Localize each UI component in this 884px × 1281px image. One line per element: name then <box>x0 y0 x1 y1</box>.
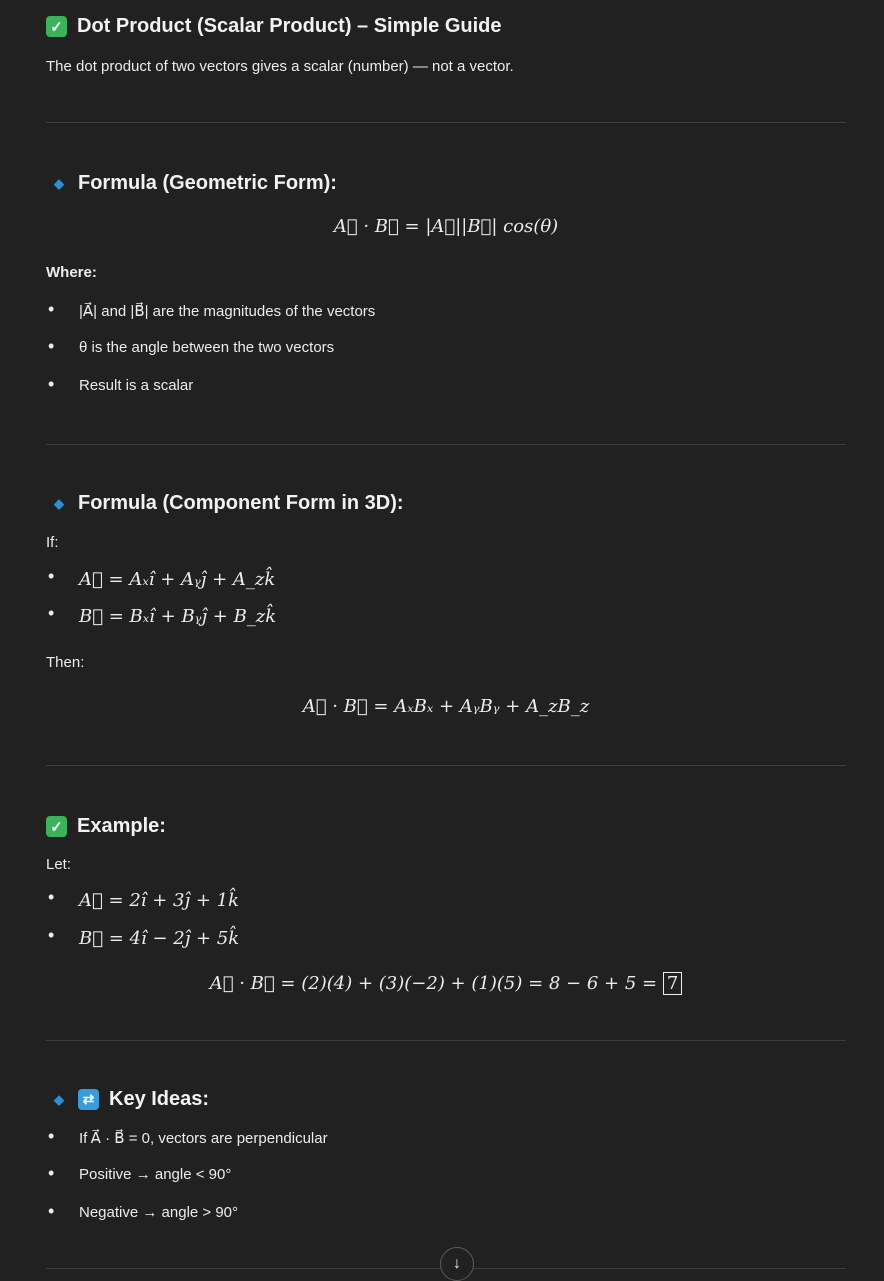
divider <box>46 1040 846 1041</box>
intro-text: The dot product of two vectors gives a scalar (number) — not a vector. <box>46 58 514 75</box>
example-heading-text: Example: <box>77 815 166 837</box>
scroll-down-button[interactable] <box>440 1247 474 1281</box>
list-item: • A⃗ = Aₓî + Aᵧĵ + A_zk̂ <box>46 569 275 590</box>
boxed-result: 7 <box>663 972 682 995</box>
list-item: • Negative → angle > 90° <box>46 1204 238 1221</box>
title-text: Dot Product (Scalar Product) – Simple Guide <box>77 15 502 37</box>
example-heading <box>46 815 166 838</box>
where-label: Where: <box>46 264 97 281</box>
let-label: Let: <box>46 856 72 873</box>
example-formula-text: A⃗ · B⃗ = (2)(4) + (3)(−2) + (1)(5) = 8 − 6 + 5 = <box>209 973 658 994</box>
arrow-down-icon: ↓ <box>453 1255 461 1272</box>
geometric-heading-text: Formula (Geometric Form): <box>78 172 337 194</box>
component-formula <box>46 696 846 717</box>
title-heading <box>46 15 502 38</box>
small-blue-diamond-icon: ◆ <box>54 175 64 191</box>
list-item: • θ is the angle between the two vectors <box>46 339 334 356</box>
geometric-formula <box>46 216 846 237</box>
component-heading <box>46 492 404 515</box>
list-item: • A⃗ = 2î + 3ĵ + 1k̂ <box>46 890 239 911</box>
if-label: If: <box>46 534 59 551</box>
list-item: • Result is a scalar <box>46 377 193 394</box>
list-item: • B⃗ = Bₓî + Bᵧĵ + B_zk̂ <box>46 606 276 627</box>
geometric-heading <box>46 172 337 195</box>
example-formula <box>46 973 846 994</box>
divider <box>46 444 846 445</box>
check-box-icon: ✓ <box>46 816 67 837</box>
small-blue-diamond-icon: ◆ <box>54 495 64 511</box>
key-ideas-heading-text: Key Ideas: <box>109 1088 210 1110</box>
key-ideas-heading <box>46 1088 209 1111</box>
divider <box>46 765 846 766</box>
check-box-icon: ✓ <box>46 16 67 37</box>
list-item: • |A⃗| and |B⃗| are the magnitudes of the vectors <box>46 302 375 320</box>
list-item: • B⃗ = 4î − 2ĵ + 5k̂ <box>46 928 239 949</box>
component-formula-text: A⃗ · B⃗ = AₓBₓ + AᵧBᵧ + A_zB_z <box>302 696 590 717</box>
geometric-formula-text: A⃗ · B⃗ = |A⃗||B⃗| cos(θ) <box>333 216 559 237</box>
component-heading-text: Formula (Component Form in 3D): <box>78 492 404 514</box>
list-item: • If A⃗ · B⃗ = 0, vectors are perpendicular <box>46 1129 328 1147</box>
then-label: Then: <box>46 654 85 671</box>
small-blue-diamond-icon: ◆ <box>54 1091 64 1107</box>
repeat-icon: ⇄ <box>78 1089 99 1110</box>
divider <box>46 122 846 123</box>
list-item: • Positive → angle < 90° <box>46 1166 231 1183</box>
